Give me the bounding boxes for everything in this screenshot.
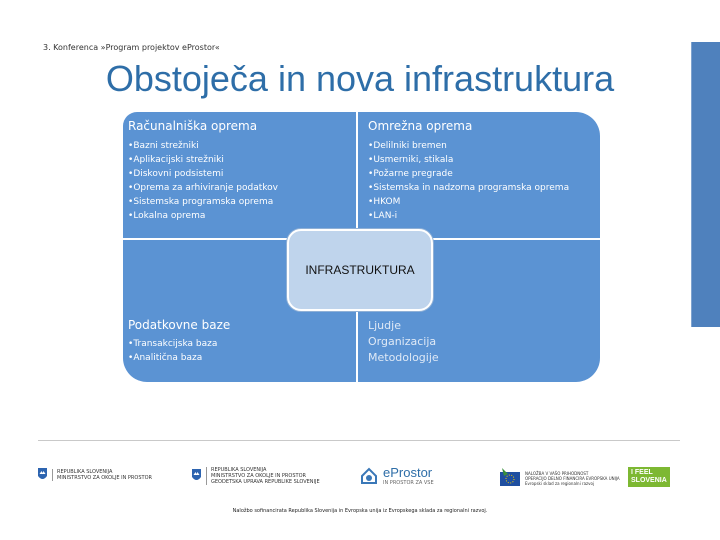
people-text xyxy=(368,318,439,366)
slide-title: Obstoječa in nova infrastruktura xyxy=(105,58,615,99)
quadrant-network xyxy=(358,112,600,240)
eu-flag-icon xyxy=(500,468,520,488)
quadrant-heading: Računalniška oprema xyxy=(128,119,258,133)
quadrant-heading: Omrežna oprema xyxy=(368,119,473,133)
logo-i-feel-slovenia: I FEEL SLOVENIA xyxy=(628,467,670,487)
people-line: Organizacija xyxy=(368,335,437,348)
coat-of-arms-icon xyxy=(192,469,201,483)
list-item: • Lokalna oprema xyxy=(128,209,278,223)
logo-eu: NALOŽBA V VAŠO PRIHODNOST OPERACIJO DELNO FINANCIRA EVROPSKA UNIJA Evropski sklad za regionalni razvoj xyxy=(500,468,620,488)
list-item: • Oprema za arhiviranje podatkov xyxy=(128,181,278,195)
quadrant-heading: Podatkovne baze xyxy=(128,318,231,332)
list-item: • Sistemska in nadzorna programska oprema xyxy=(368,181,569,195)
people-line: Metodologije xyxy=(368,351,439,364)
center-infrastructure-box: INFRASTRUKTURA xyxy=(287,229,433,311)
list-item: • Sistemska programska oprema xyxy=(128,195,278,209)
conference-label: 3. Konferenca »Program projektov eProstor« xyxy=(43,43,220,52)
footer-divider xyxy=(38,440,680,441)
quadrant-computing xyxy=(123,112,358,240)
list-item: • Analitična baza xyxy=(128,351,217,365)
list-item: • Požarne pregrade xyxy=(368,167,569,181)
eprostor-logo-icon xyxy=(360,467,378,485)
cofinancing-note: Naložbo sofinancirata Republika Slovenija in Evropska unija iz Evropskega sklada za regionalni razvoj. xyxy=(232,508,488,514)
logo-eprostor: eProstor IN PROSTOR ZA VSE xyxy=(360,466,434,486)
databases-list xyxy=(128,337,217,365)
list-item: • Aplikacijski strežniki xyxy=(128,153,278,167)
list-item: • Transakcijska baza xyxy=(128,337,217,351)
list-item: • Diskovni podsistemi xyxy=(128,167,278,181)
list-item: • LAN-i xyxy=(368,209,569,223)
list-item: • Bazni strežniki xyxy=(128,139,278,153)
logo-ministry-1: REPUBLIKA SLOVENIJA MINISTRSTVO ZA OKOLJE IN PROSTOR xyxy=(38,468,152,482)
computing-list xyxy=(128,139,278,223)
list-item: • Usmerniki, stikala xyxy=(368,153,569,167)
network-list xyxy=(368,139,569,223)
list-item: • HKOM xyxy=(368,195,569,209)
decorative-side-bar xyxy=(691,42,720,327)
people-line: Ljudje xyxy=(368,319,401,332)
list-item: • Delilniki bremen xyxy=(368,139,569,153)
coat-of-arms-icon xyxy=(38,468,47,482)
logo-ministry-2: REPUBLIKA SLOVENIJA MINISTRSTVO ZA OKOLJE IN PROSTOR GEODETSKA UPRAVA REPUBLIKE SLOVENIJE xyxy=(192,467,320,485)
